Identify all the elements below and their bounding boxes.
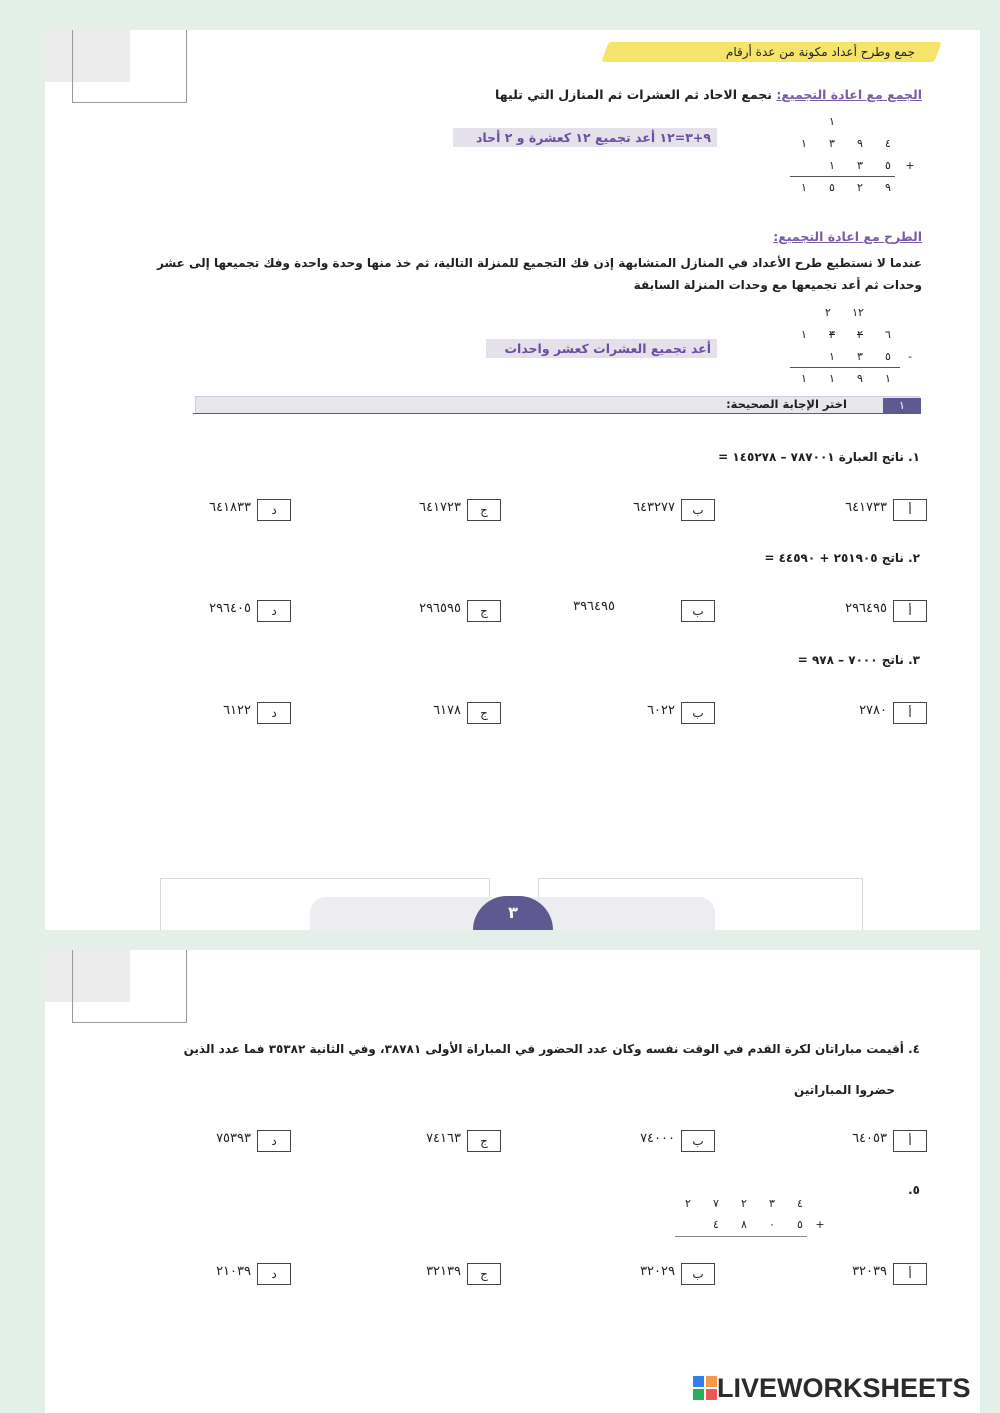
section-title: اختر الإجابة الصحيحة: xyxy=(726,397,847,411)
sum-line xyxy=(675,1236,807,1237)
addition-note: ٩+٣=١٢ أعد تجميع ١٢ كعشرة و ٢ أحاد xyxy=(453,128,717,147)
option-d-box[interactable]: د xyxy=(257,1130,291,1152)
question-3 xyxy=(445,653,920,667)
option-c-box[interactable]: ج xyxy=(467,702,501,724)
option-b-box[interactable]: ب xyxy=(681,600,715,622)
option-a-value: ٦٤١٧٣٣ xyxy=(845,500,887,515)
option-a-box[interactable]: أ xyxy=(893,1130,927,1152)
digit: ٥ xyxy=(885,159,891,172)
digit: ١ xyxy=(885,372,891,385)
digit: ١ xyxy=(801,372,807,385)
option-d-box[interactable]: د xyxy=(257,1263,291,1285)
digit: ٣ xyxy=(857,350,863,363)
carry-digit: ١ xyxy=(829,115,835,128)
digit: ١ xyxy=(829,350,835,363)
digit: ٤ xyxy=(797,1197,803,1210)
option-b-value: ٦٠٢٢ xyxy=(647,703,675,718)
question-5-number: ٥. xyxy=(908,1183,920,1197)
option-a-value: ٦٤٠٥٣ xyxy=(852,1131,887,1146)
page-number: ٣ xyxy=(473,896,553,930)
digit: ٩ xyxy=(857,137,863,150)
option-d-value: ٢١٠٣٩ xyxy=(216,1264,251,1279)
option-d-value: ٧٥٣٩٣ xyxy=(216,1131,251,1146)
digit: ١ xyxy=(829,159,835,172)
option-a-box[interactable]: أ xyxy=(893,702,927,724)
question-number: ٢. xyxy=(908,551,920,565)
option-b-value: ٧٤٠٠٠ xyxy=(640,1131,675,1146)
question-text: ناتج ٢٥١٩٠٥ + ٤٤٥٩٠ = xyxy=(764,551,904,565)
digit: ١ xyxy=(801,328,807,341)
digit: ١ xyxy=(801,137,807,150)
option-d-box[interactable]: د xyxy=(257,702,291,724)
digit: ٤ xyxy=(713,1218,719,1231)
option-d-box[interactable]: د xyxy=(257,499,291,521)
digit: ١ xyxy=(829,372,835,385)
subtraction-paragraph-line2: وحدات ثم أعد تجميعها مع وحدات المنزلة السابقة xyxy=(633,278,922,292)
corner-frame xyxy=(72,30,187,103)
difference-line xyxy=(790,367,900,368)
digit: ٢ xyxy=(685,1197,691,1210)
digit: ٩ xyxy=(885,181,891,194)
subtraction-heading-link: الطرح مع اعادة التجميع: xyxy=(773,229,922,244)
option-c-box[interactable]: ج xyxy=(467,1263,501,1285)
option-a-box[interactable]: أ xyxy=(893,1263,927,1285)
option-b-box[interactable]: ب xyxy=(681,499,715,521)
option-c-value: ٣٢١٣٩ xyxy=(426,1264,461,1279)
digit: ٨ xyxy=(741,1218,747,1231)
subtraction-paragraph-line1: عندما لا نستطيع طرح الأعداد في المنازل المتشابهة إذن فك التجميع للمنزلة التالية، ثم خذ منها وحدة واحدة وفك تجميعها إلى عشر xyxy=(156,256,922,270)
plus-sign: + xyxy=(905,159,915,172)
option-c-value: ٧٤١٦٣ xyxy=(426,1131,461,1146)
question-4 xyxy=(105,1042,920,1056)
question-text: ناتج العبارة ٧٨٧٠٠١ – ١٤٥٢٧٨ = xyxy=(718,450,904,464)
option-d-value: ٦١٢٢ xyxy=(223,703,251,718)
option-b-box[interactable]: ب xyxy=(681,1263,715,1285)
question-number: ٣. xyxy=(908,653,920,667)
worksheet-page-2 xyxy=(45,950,980,1413)
option-c-box[interactable]: ج xyxy=(467,600,501,622)
digit: ٩ xyxy=(857,372,863,385)
option-b-value: ٣٢٠٢٩ xyxy=(640,1264,675,1279)
digit: ٦ xyxy=(885,328,891,341)
subtraction-heading xyxy=(545,229,922,244)
worksheet-page-1 xyxy=(45,30,980,930)
option-c-box[interactable]: ج xyxy=(467,499,501,521)
minus-sign: - xyxy=(908,350,912,363)
option-b-value: ٣٩٦٤٩٥ xyxy=(573,599,615,614)
digit: ٤ xyxy=(885,137,891,150)
question-1 xyxy=(445,450,920,464)
question-number: ٤. xyxy=(908,1042,920,1056)
option-c-value: ٢٩٦٥٩٥ xyxy=(419,601,461,616)
digit: ٥ xyxy=(829,181,835,194)
option-c-value: ٦١٧٨ xyxy=(433,703,461,718)
question-number: ١. xyxy=(908,450,920,464)
option-d-value: ٢٩٦٤٠٥ xyxy=(209,601,251,616)
option-a-box[interactable]: أ xyxy=(893,600,927,622)
question-2 xyxy=(445,551,920,565)
digit: ٥ xyxy=(797,1218,803,1231)
digit: ٠ xyxy=(769,1218,775,1231)
option-b-value: ٦٤٣٢٧٧ xyxy=(633,500,675,515)
addition-heading-text: نجمع الاحاد ثم العشرات ثم المنازل التي تليها xyxy=(495,87,772,102)
sum-line xyxy=(790,176,895,177)
plus-sign: + xyxy=(815,1218,825,1231)
liveworksheets-icon xyxy=(693,1376,717,1400)
corner-frame xyxy=(72,950,187,1023)
subtraction-note: أعد تجميع العشرات كعشر واحدات xyxy=(486,339,717,358)
option-c-box[interactable]: ج xyxy=(467,1130,501,1152)
liveworksheets-logo xyxy=(693,1373,993,1405)
option-d-box[interactable]: د xyxy=(257,600,291,622)
digit: ٣ xyxy=(857,159,863,172)
crossed-digit: ٢ xyxy=(857,328,863,341)
banner-title: جمع وطرح أعداد مكونة من عدة أرقام xyxy=(725,45,915,59)
option-a-box[interactable]: أ xyxy=(893,499,927,521)
option-c-value: ٦٤١٧٢٣ xyxy=(419,500,461,515)
digit: ٢ xyxy=(857,181,863,194)
borrow-digit: ٢ xyxy=(825,306,831,319)
section-number: ١ xyxy=(883,398,921,414)
question-text: ناتج ٧٠٠٠ – ٩٧٨ = xyxy=(797,653,904,667)
digit: ٧ xyxy=(713,1197,719,1210)
option-b-box[interactable]: ب xyxy=(681,1130,715,1152)
option-a-value: ٣٢٠٣٩ xyxy=(852,1264,887,1279)
addition-heading-link: الجمع مع اعادة التجميع: xyxy=(776,87,922,102)
digit: ٢ xyxy=(741,1197,747,1210)
borrow-digit: ١٢ xyxy=(852,306,864,319)
question-4-continuation: حضروا المباراتين xyxy=(794,1083,895,1097)
digit: ٥ xyxy=(885,350,891,363)
option-d-value: ٦٤١٨٣٣ xyxy=(209,500,251,515)
digit: ١ xyxy=(801,181,807,194)
option-b-box[interactable]: ب xyxy=(681,702,715,724)
digit: ٣ xyxy=(829,137,835,150)
question-text: أقيمت مباراتان لكرة القدم في الوقت نفسه وكان عدد الحضور في المباراة الأولى ٣٨٧٨١، وفي الثانية ٣٥٣٨٢ فما عدد الذين xyxy=(183,1042,904,1056)
section-underline xyxy=(193,413,883,414)
option-a-value: ٢٩٦٤٩٥ xyxy=(845,601,887,616)
crossed-digit: ٣ xyxy=(829,328,835,341)
liveworksheets-brand: LIVEWORKSHEETS xyxy=(717,1373,971,1403)
option-a-value: ٢٧٨٠ xyxy=(859,703,887,718)
digit: ٣ xyxy=(769,1197,775,1210)
addition-heading xyxy=(345,87,922,102)
